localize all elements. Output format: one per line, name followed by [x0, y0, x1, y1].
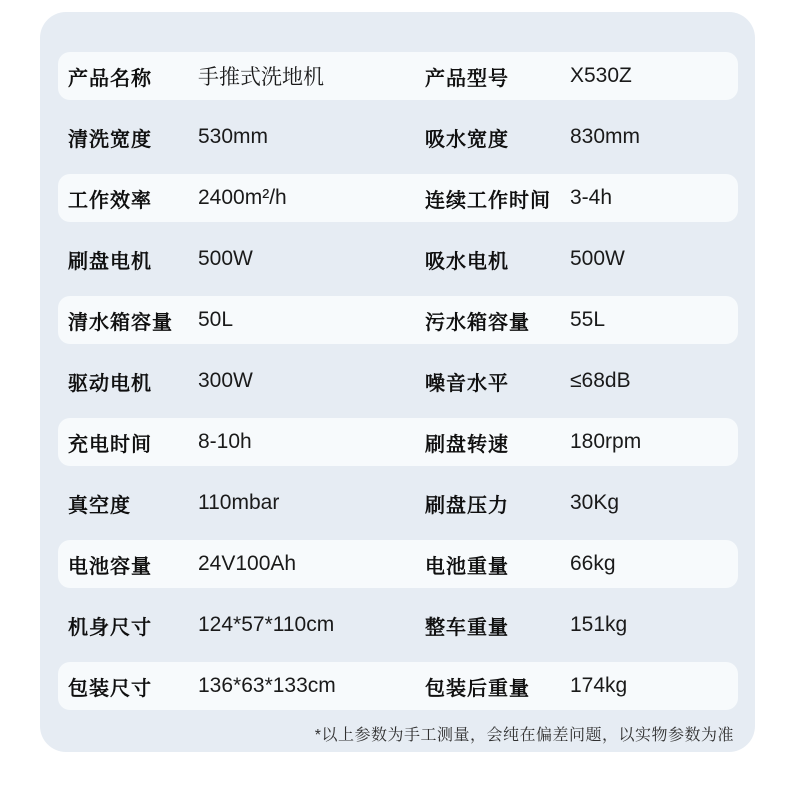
spec-value-right: ≤68dB [570, 369, 631, 392]
spec-row [58, 479, 738, 527]
spec-value-right: 3-4h [570, 186, 613, 209]
spec-label-left: 电池容量 [68, 555, 152, 578]
spec-value-left: 24V100Ah [198, 552, 297, 575]
spec-value-right: 500W [570, 247, 625, 270]
spec-label-left: 清水箱容量 [68, 311, 173, 334]
spec-label-left: 真空度 [68, 494, 131, 517]
spec-value-right: 30Kg [570, 491, 620, 514]
spec-row [58, 174, 738, 222]
spec-label-right: 产品型号 [425, 67, 509, 90]
spec-row [58, 540, 738, 588]
spec-value-right: X530Z [570, 64, 632, 87]
spec-value-left: 300W [198, 369, 253, 392]
spec-value-right: 55L [570, 308, 606, 331]
spec-row [58, 52, 738, 100]
spec-row [58, 113, 738, 161]
spec-row [58, 662, 738, 710]
footnote: *以上参数为手工测量，会纯在偏差问题，以实物参数为准 [314, 727, 734, 744]
spec-row [58, 296, 738, 344]
spec-value-right: 830mm [570, 125, 641, 148]
spec-value-left: 136*63*133cm [198, 674, 336, 697]
spec-label-right: 吸水电机 [425, 250, 509, 273]
spec-label-right: 噪音水平 [425, 372, 509, 395]
spec-value-right: 180rpm [570, 430, 642, 453]
spec-row [58, 601, 738, 649]
spec-table [58, 52, 738, 710]
spec-label-left: 工作效率 [68, 189, 152, 212]
spec-row [58, 235, 738, 283]
spec-label-right: 污水箱容量 [425, 311, 530, 334]
spec-value-left: 500W [198, 247, 253, 270]
spec-value-left: 2400m²/h [198, 186, 287, 209]
spec-card [40, 12, 755, 752]
spec-label-left: 产品名称 [68, 67, 152, 90]
spec-value-left: 530mm [198, 125, 269, 148]
spec-label-right: 包装后重量 [425, 677, 530, 700]
spec-label-right: 刷盘转速 [425, 433, 509, 456]
spec-label-left: 机身尺寸 [68, 616, 152, 639]
spec-label-right: 刷盘压力 [425, 494, 509, 517]
spec-value-left: 50L [198, 308, 234, 331]
spec-value-right: 151kg [570, 613, 628, 636]
spec-label-right: 整车重量 [425, 616, 509, 639]
spec-label-right: 电池重量 [425, 555, 509, 578]
spec-label-right: 吸水宽度 [425, 128, 509, 151]
spec-row [58, 357, 738, 405]
spec-value-left: 8-10h [198, 430, 252, 453]
spec-value-left: 手推式洗地机 [198, 66, 324, 89]
spec-label-right: 连续工作时间 [425, 189, 551, 212]
spec-label-left: 驱动电机 [68, 372, 152, 395]
spec-value-right: 66kg [570, 552, 616, 575]
spec-label-left: 清洗宽度 [68, 128, 152, 151]
spec-label-left: 刷盘电机 [68, 250, 152, 273]
spec-value-left: 110mbar [198, 491, 280, 514]
spec-value-right: 174kg [570, 674, 628, 697]
spec-label-left: 充电时间 [68, 433, 152, 456]
spec-row [58, 418, 738, 466]
spec-value-left: 124*57*110cm [198, 613, 335, 636]
spec-label-left: 包装尺寸 [68, 677, 152, 700]
